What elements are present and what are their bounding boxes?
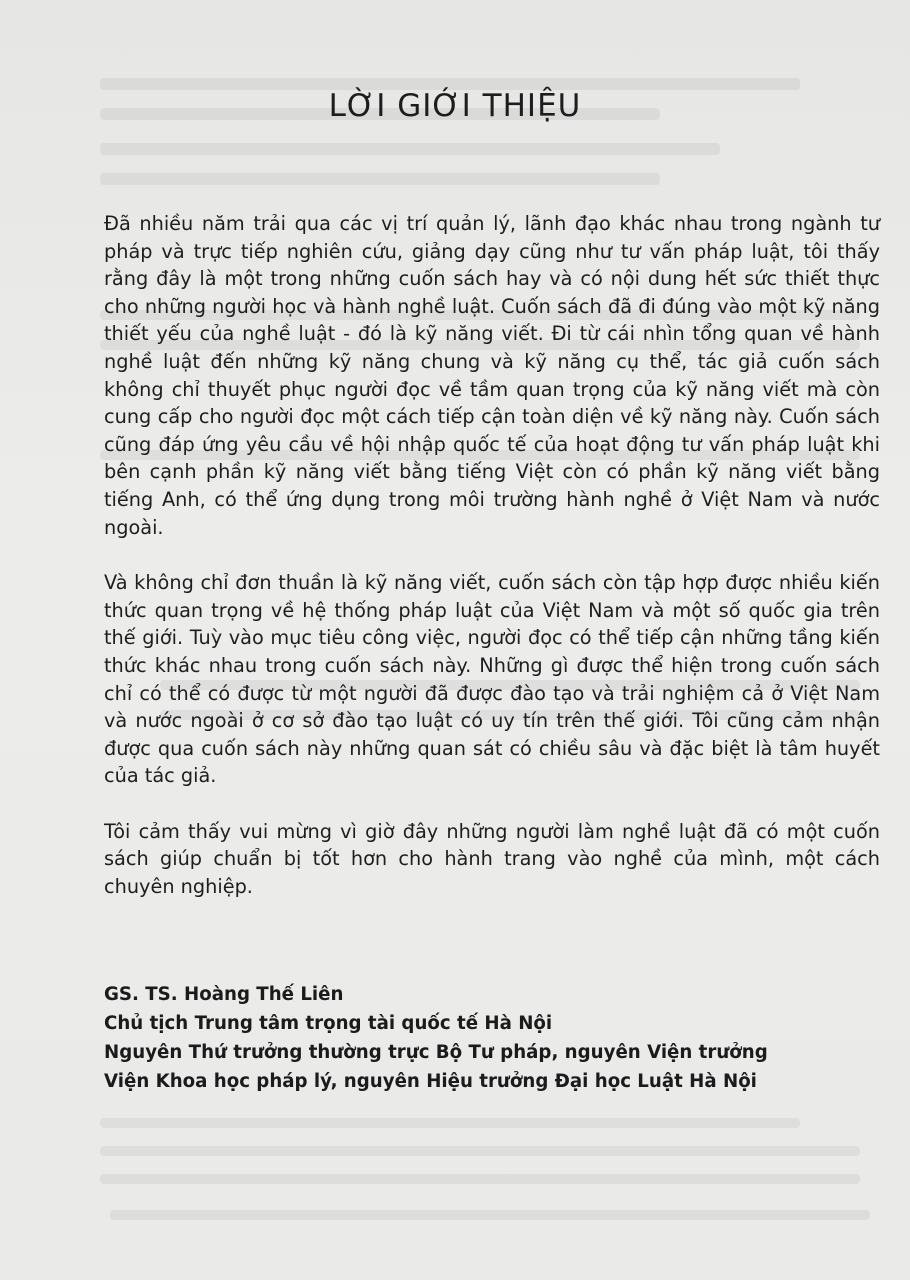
paragraph-3: Tôi cảm thấy vui mừng vì giờ đây những người làm nghề luật đã có một cuốn sách giúp chuẩn bị tốt hơn cho hành trang vào nghề của mình, một cách chuyên nghiệp. bbox=[104, 819, 880, 899]
author-name: GS. TS. Hoàng Thế Liên bbox=[104, 984, 344, 1005]
author-title-2: Nguyên Thứ trưởng thường trực Bộ Tư pháp, nguyên Viện trưởng bbox=[104, 1042, 768, 1063]
paragraph-2: Và không chỉ đơn thuần là kỹ năng viết, cuốn sách còn tập hợp được nhiều kiến thức quan trọng về hệ thống pháp luật của Việt Nam và một số quốc gia trên thế giới. Tuỳ vào mục tiêu công việc, người đọc có thể tiếp cận những tầng kiến thức khác nhau trong cuốn sách này. Những gì được thể hiện trong cuốn sách chỉ có thể có được từ một người đã được đào tạo và trải nghiệm cả ở Việt Nam và nước ngoài ở cơ sở đào tạo luật có uy tín trên thế giới. Tôi cũng cảm nhận được qua cuốn sách này những quan sát có chiều sâu và đặc biệt là tâm huyết của tác giả. bbox=[104, 571, 880, 788]
paragraph-1: Đã nhiều năm trải qua các vị trí quản lý, lãnh đạo khác nhau trong ngành tư pháp và trực tiếp nghiên cứu, giảng dạy cũng như tư vấn pháp luật, tôi thấy rằng đây là một trong những cuốn sách hay và có nội dung hết sức thiết thực cho những người học và hành nghề luật. Cuốn sách đã đi đúng vào một kỹ năng thiết yếu của nghề luật - đó là kỹ năng viết. Đi từ cái nhìn tổng quan về hành nghề luật đến những kỹ năng chung và kỹ năng cụ thể, tác giả cuốn sách không chỉ thuyết phục người đọc về tầm quan trọng của kỹ năng viết mà còn cung cấp cho người đọc một cách tiếp cận toàn diện về kỹ năng này. Cuốn sách cũng đáp ứng yêu cầu về hội nhập quốc tế của hoạt động tư vấn pháp luật khi bên cạnh phần kỹ năng viết bằng tiếng Việt còn có phần kỹ năng viết bằng tiếng Anh, có thể ứng dụng trong môi trường hành nghề ở Việt Nam và nước ngoài. bbox=[104, 212, 880, 539]
page-title: LỜI GIỚI THIỆU bbox=[328, 88, 582, 124]
author-signature bbox=[104, 980, 894, 1096]
author-title-3: Viện Khoa học pháp lý, nguyên Hiệu trưởng Đại học Luật Hà Nội bbox=[104, 1071, 757, 1092]
introduction-body bbox=[104, 210, 880, 929]
author-title-1: Chủ tịch Trung tâm trọng tài quốc tế Hà Nội bbox=[104, 1013, 553, 1034]
